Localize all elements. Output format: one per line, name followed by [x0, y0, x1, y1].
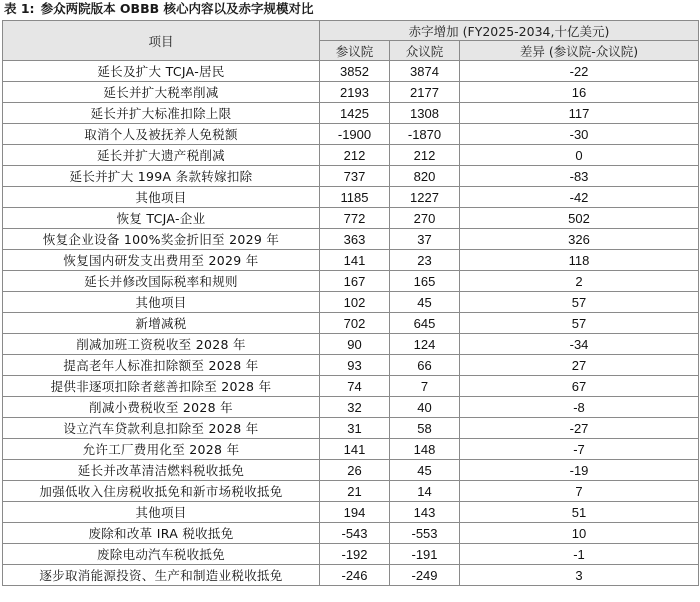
row-item-cell: 延长并改革清洁燃料税收抵免 — [3, 460, 320, 481]
row-diff-cell: -34 — [460, 334, 699, 355]
table-row — [3, 523, 699, 544]
row-house-cell: 148 — [390, 439, 460, 460]
row-house-cell: 45 — [390, 460, 460, 481]
table-row — [3, 250, 699, 271]
row-house-cell: 143 — [390, 502, 460, 523]
row-senate-cell: 141 — [320, 250, 390, 271]
header-row-top — [3, 21, 699, 41]
row-senate-cell: 32 — [320, 397, 390, 418]
row-senate-cell: -246 — [320, 565, 390, 586]
table-row — [3, 355, 699, 376]
header-item: 项目 — [3, 21, 320, 61]
row-diff-cell: 117 — [460, 103, 699, 124]
table-row — [3, 334, 699, 355]
table-row — [3, 460, 699, 481]
row-item-cell: 延长并扩大 199A 条款转嫁扣除 — [3, 166, 320, 187]
row-senate-cell: 93 — [320, 355, 390, 376]
row-item-cell: 允许工厂费用化至 2028 年 — [3, 439, 320, 460]
row-diff-cell: -22 — [460, 61, 699, 82]
row-item-cell: 废除电动汽车税收抵免 — [3, 544, 320, 565]
row-house-cell: 165 — [390, 271, 460, 292]
table-body — [3, 61, 699, 586]
row-diff-cell: -8 — [460, 397, 699, 418]
row-house-cell: 7 — [390, 376, 460, 397]
row-house-cell: 2177 — [390, 82, 460, 103]
table-row — [3, 544, 699, 565]
table-row — [3, 397, 699, 418]
table-row — [3, 418, 699, 439]
row-diff-cell: -1 — [460, 544, 699, 565]
table-caption-text: 参众两院版本 OBBB 核心内容以及赤字规模对比 — [40, 1, 314, 16]
row-item-cell: 提供非逐项扣除者慈善扣除至 2028 年 — [3, 376, 320, 397]
table-caption-label: 表 1: — [4, 1, 35, 16]
row-diff-cell: -83 — [460, 166, 699, 187]
row-house-cell: -191 — [390, 544, 460, 565]
row-diff-cell: 326 — [460, 229, 699, 250]
row-item-cell: 新增减税 — [3, 313, 320, 334]
row-item-cell: 取消个人及被抚养人免税额 — [3, 124, 320, 145]
row-diff-cell: 0 — [460, 145, 699, 166]
row-diff-cell: 57 — [460, 313, 699, 334]
row-diff-cell: -19 — [460, 460, 699, 481]
row-item-cell: 其他项目 — [3, 502, 320, 523]
row-house-cell: 66 — [390, 355, 460, 376]
row-senate-cell: 194 — [320, 502, 390, 523]
row-diff-cell: 67 — [460, 376, 699, 397]
table-row — [3, 292, 699, 313]
table-row — [3, 481, 699, 502]
header-house: 众议院 — [390, 41, 460, 61]
row-house-cell: 14 — [390, 481, 460, 502]
row-house-cell: 3874 — [390, 61, 460, 82]
table-caption — [4, 0, 313, 18]
row-item-cell: 延长并扩大标准扣除上限 — [3, 103, 320, 124]
row-senate-cell: 737 — [320, 166, 390, 187]
row-diff-cell: 502 — [460, 208, 699, 229]
table-row — [3, 376, 699, 397]
row-house-cell: 1227 — [390, 187, 460, 208]
row-house-cell: 820 — [390, 166, 460, 187]
header-deficit-group: 赤字增加 (FY2025-2034,十亿美元) — [320, 21, 699, 41]
row-house-cell: 212 — [390, 145, 460, 166]
row-item-cell: 延长并扩大遗产税削减 — [3, 145, 320, 166]
row-house-cell: -1870 — [390, 124, 460, 145]
header-senate: 参议院 — [320, 41, 390, 61]
row-house-cell: 40 — [390, 397, 460, 418]
row-senate-cell: 90 — [320, 334, 390, 355]
row-senate-cell: 102 — [320, 292, 390, 313]
table-row — [3, 166, 699, 187]
row-house-cell: 645 — [390, 313, 460, 334]
row-item-cell: 削减小费税收至 2028 年 — [3, 397, 320, 418]
row-diff-cell: -27 — [460, 418, 699, 439]
table-row — [3, 502, 699, 523]
row-senate-cell: 3852 — [320, 61, 390, 82]
table-row — [3, 271, 699, 292]
row-item-cell: 延长并修改国际税率和规则 — [3, 271, 320, 292]
row-diff-cell: 118 — [460, 250, 699, 271]
row-senate-cell: -543 — [320, 523, 390, 544]
row-senate-cell: 26 — [320, 460, 390, 481]
deficit-comparison-table — [2, 20, 699, 586]
row-item-cell: 废除和改革 IRA 税收抵免 — [3, 523, 320, 544]
table-row — [3, 313, 699, 334]
row-item-cell: 其他项目 — [3, 187, 320, 208]
header-diff: 差异 (参议院-众议院) — [460, 41, 699, 61]
row-item-cell: 延长并扩大税率削减 — [3, 82, 320, 103]
row-item-cell: 设立汽车贷款利息扣除至 2028 年 — [3, 418, 320, 439]
row-diff-cell: 16 — [460, 82, 699, 103]
row-senate-cell: 31 — [320, 418, 390, 439]
row-house-cell: 45 — [390, 292, 460, 313]
row-senate-cell: -192 — [320, 544, 390, 565]
row-senate-cell: 702 — [320, 313, 390, 334]
row-item-cell: 恢复 TCJA-企业 — [3, 208, 320, 229]
row-diff-cell: 27 — [460, 355, 699, 376]
row-item-cell: 逐步取消能源投资、生产和制造业税收抵免 — [3, 565, 320, 586]
row-house-cell: 270 — [390, 208, 460, 229]
row-house-cell: -553 — [390, 523, 460, 544]
row-diff-cell: 7 — [460, 481, 699, 502]
row-senate-cell: 141 — [320, 439, 390, 460]
row-item-cell: 其他项目 — [3, 292, 320, 313]
row-senate-cell: 1185 — [320, 187, 390, 208]
row-senate-cell: 1425 — [320, 103, 390, 124]
table-row — [3, 565, 699, 586]
row-item-cell: 加强低收入住房税收抵免和新市场税收抵免 — [3, 481, 320, 502]
table-row — [3, 124, 699, 145]
row-diff-cell: -42 — [460, 187, 699, 208]
row-senate-cell: 21 — [320, 481, 390, 502]
row-house-cell: -249 — [390, 565, 460, 586]
row-house-cell: 23 — [390, 250, 460, 271]
table-row — [3, 187, 699, 208]
row-diff-cell: -7 — [460, 439, 699, 460]
row-house-cell: 37 — [390, 229, 460, 250]
row-item-cell: 恢复国内研发支出费用至 2029 年 — [3, 250, 320, 271]
row-senate-cell: 2193 — [320, 82, 390, 103]
row-senate-cell: 363 — [320, 229, 390, 250]
table-row — [3, 82, 699, 103]
table-row — [3, 208, 699, 229]
row-senate-cell: 167 — [320, 271, 390, 292]
row-house-cell: 58 — [390, 418, 460, 439]
row-diff-cell: 3 — [460, 565, 699, 586]
row-senate-cell: -1900 — [320, 124, 390, 145]
row-item-cell: 恢复企业设备 100%奖金折旧至 2029 年 — [3, 229, 320, 250]
table-row — [3, 61, 699, 82]
table-row — [3, 439, 699, 460]
row-diff-cell: 10 — [460, 523, 699, 544]
row-item-cell: 削减加班工资税收至 2028 年 — [3, 334, 320, 355]
row-house-cell: 1308 — [390, 103, 460, 124]
row-item-cell: 提高老年人标准扣除额至 2028 年 — [3, 355, 320, 376]
row-diff-cell: 51 — [460, 502, 699, 523]
table-row — [3, 229, 699, 250]
row-diff-cell: -30 — [460, 124, 699, 145]
row-senate-cell: 212 — [320, 145, 390, 166]
row-senate-cell: 772 — [320, 208, 390, 229]
row-house-cell: 124 — [390, 334, 460, 355]
row-diff-cell: 57 — [460, 292, 699, 313]
table-row — [3, 103, 699, 124]
row-senate-cell: 74 — [320, 376, 390, 397]
table-row — [3, 145, 699, 166]
row-diff-cell: 2 — [460, 271, 699, 292]
row-item-cell: 延长及扩大 TCJA-居民 — [3, 61, 320, 82]
